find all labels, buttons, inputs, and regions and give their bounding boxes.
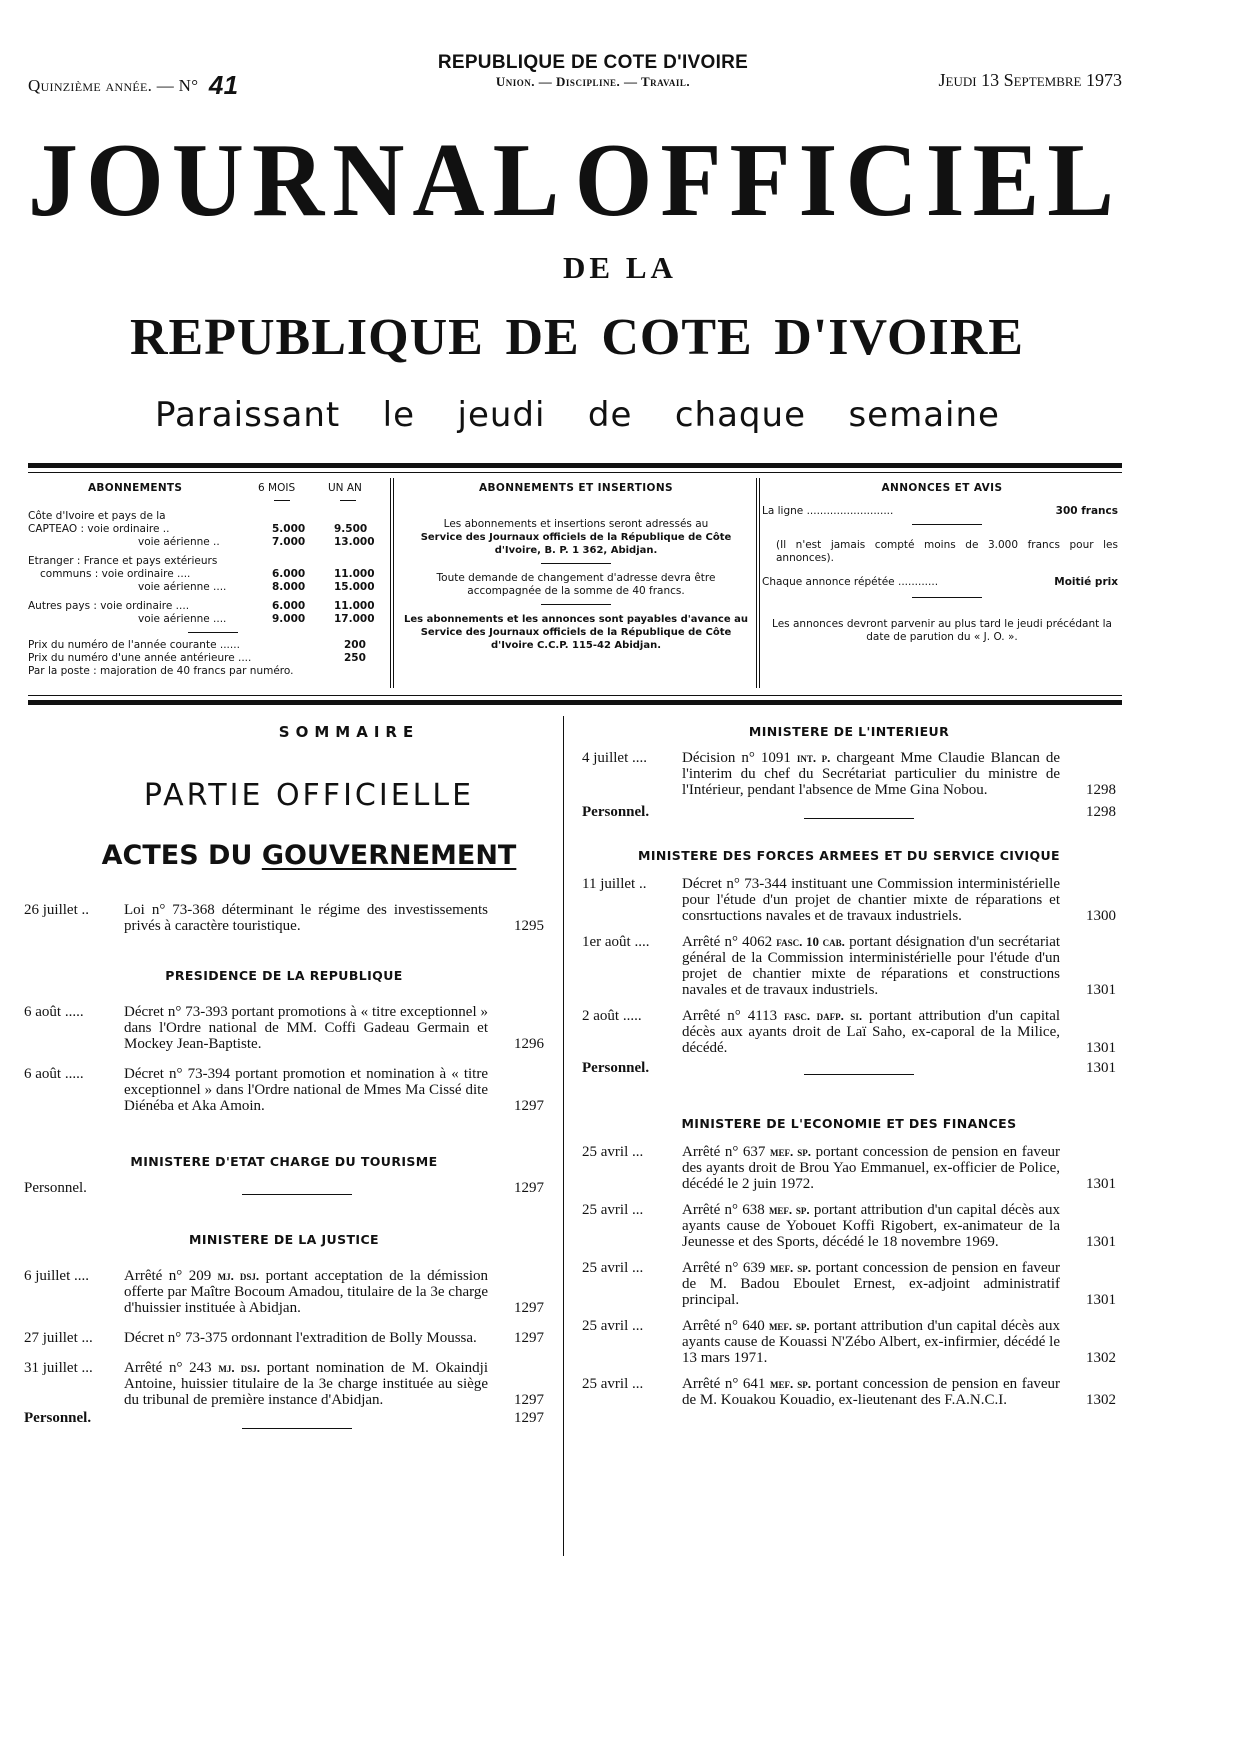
header-strip [28,52,1122,98]
publication-frequency [155,395,1000,435]
personnel-entry: Personnel. 1297 [24,1180,544,1196]
subscription-box [28,478,1122,688]
masthead-country [130,308,1024,367]
abonnements-column [28,478,390,688]
minimum-note: (Il n'est jamais compté moins de 3.000 francs pour les annonces). [776,539,1118,564]
section-heading: MINISTERE DES FORCES ARMEES ET DU SERVICE CIVIQUE [638,848,1060,863]
toc-entry: 25 avril ... Arrêté n° 641 mef. sp. portant concession de pension en faveur de M. Kouakou Kouadio, ex-lieutenant des F.A.N.C.I. 1302 [582,1376,1116,1408]
insertions-title: ABONNEMENTS ET INSERTIONS [479,482,673,494]
masthead-country-word: REPUBLIQUE [130,309,484,366]
section-heading: MINISTERE DE L'ECONOMIE ET DES FINANCES [681,1116,1017,1131]
masthead [28,121,1122,239]
insertions-address-intro: Les abonnements et insertions seront adressés au [443,518,709,530]
personnel-entry: Personnel. 1297 [24,1410,544,1426]
price-row: Prix du numéro de l'année courante ...... 200 [28,639,366,651]
tagline-word: Paraissant [155,395,341,435]
divider [28,472,1122,473]
toc-entry: 6 juillet .... Arrêté n° 209 mj. dsj. portant acceptation de la démission offerte par Maître Bocoum Amadou, titulaire de la 3e charge d'huissier instituée à Abidjan. 1297 [24,1268,544,1316]
repeat-price: Chaque annonce répétée ............ Moitié prix [762,576,1118,588]
line-price: La ligne .......................... 300 francs [762,505,1118,517]
price-row: Par la poste : majoration de 40 francs par numéro. [28,665,294,677]
toc-entry: 6 août ..... Décret n° 73-394 portant promotion et nomination à « titre exceptionnel » dans l'Ordre national de Mmes Ma Cissé dite Diénéba et Aka Amoin. 1297 [24,1066,544,1114]
rate-row: Côte d'Ivoire et pays de la [28,510,166,522]
box-divider [756,478,760,688]
divider [28,695,1122,696]
toc-entry: 31 juillet ... Arrêté n° 243 mj. dsj. portant nomination de M. Okaindji Antoine, huissier titulaire de la 3e charge instituée au siège du tribunal de première instance d'Abidjan. 1297 [24,1360,544,1408]
rate-row: voie aérienne .. 7.000 13.000 [138,536,375,548]
toc-entry: 4 juillet .... Décision n° 1091 int. p. chargeant Mme Claudie Blancan de l'interim du chef du Secrétariat particulier du ministre de l'Intérieur, pendant l'absence de Mme Gina Nobou. 1298 [582,750,1116,798]
issue-number: 41 [208,70,239,100]
rate-row: voie aérienne .... 9.000 17.000 [138,613,375,625]
payment-note: Les abonnements et les annonces sont payables d'avance au Service des Journaux officiels de la République de Côte d'Ivoire C.C.P. 115-42 Abidjan. [403,614,748,651]
section-heading: MINISTERE DE L'INTERIEUR [748,724,950,739]
annonces-title: ANNONCES ET AVIS [881,482,1003,494]
tagline-word: chaque [674,395,806,435]
partie-officielle-heading: PARTIE OFFICIELLE [143,778,475,813]
edition-label: Quinzième année. — N° [28,76,199,95]
personnel-entry: Personnel. 1301 [582,1060,1116,1076]
actes-heading-part: ACTES DU [101,840,253,871]
annonces-column [762,478,1122,688]
divider [28,700,1122,705]
toc-entry: 2 août ..... Arrêté n° 4113 fasc. dafp. si. portant attribution d'un capital décès aux ayants droit de Laï Saho, ex-caporal de la Milice, décédé. 1301 [582,1008,1116,1056]
masthead-country-word: DE [505,309,580,366]
left-column [24,724,544,1426]
tagline-word: le [382,395,416,435]
divider [28,463,1122,468]
column-separator [563,716,564,1556]
rate-row: voie aérienne .... 8.000 15.000 [138,581,375,593]
section-heading: MINISTERE D'ETAT CHARGE DU TOURISME [130,1154,438,1169]
rate-row: CAPTEAO : voie ordinaire .. 5.000 9.500 [28,523,368,535]
right-column [582,724,1116,1408]
sommaire-title: SOMMAIRE [278,723,420,741]
actes-heading-part: GOUVERNEMENT [261,840,517,871]
personnel-entry: Personnel. 1298 [582,804,1116,820]
col-6mois: 6 MOIS [258,482,296,494]
abonnements-title: ABONNEMENTS [88,482,183,494]
masthead-country-word: D'IVOIRE [774,309,1024,366]
country-block [408,52,778,90]
issue-date: Jeudi 13 Septembre 1973 [938,70,1122,90]
masthead-word-officiel: OFFICIEL [574,121,1122,239]
edition-line [28,70,238,101]
toc-entry: 25 avril ... Arrêté n° 637 mef. sp. portant concession de pension en faveur des ayants droit de Brou Yao Emmanuel, ex-officier de Police, décédé le 2 juin 1972. 1301 [582,1144,1116,1192]
toc-entry: 11 juillet .. Décret n° 73-344 instituant une Commission interministérielle pour l'étude d'un projet de chantier mixte de réparations et consrtuctions navales et de travaux industriels. 1300 [582,876,1116,924]
toc-entry: 26 juillet .. Loi n° 73-368 déterminant le régime des investissements privés à caractère touristique. 1295 [24,902,544,934]
rate-row: Etranger : France et pays extérieurs [28,555,218,567]
toc-entry: 25 avril ... Arrêté n° 639 mef. sp. portant concession de pension en faveur de M. Badou Eboulet Ernest, ex-adjoint administratif principal. 1301 [582,1260,1116,1308]
address-change-note: Toute demande de changement d'adresse devra être accompagnée de la somme de 40 francs. [436,572,716,597]
rate-row: communs : voie ordinaire .... 6.000 11.000 [40,568,375,580]
price-row: Prix du numéro d'une année antérieure .... 250 [28,652,366,664]
masthead-de-la: DE LA [563,250,677,285]
tagline-word: semaine [848,395,1000,435]
actes-heading [74,840,544,871]
national-motto: Union. — Discipline. — Travail. [495,74,691,89]
tagline-word: de [587,395,633,435]
masthead-word-journal: JOURNAL [28,121,568,239]
box-divider [390,478,394,688]
deadline-note: Les annonces devront parvenir au plus tard le jeudi précédant la date de parution du « J. O. ». [772,618,1112,643]
tagline-word: jeudi [457,395,546,435]
toc-entry: 1er août .... Arrêté n° 4062 fasc. 10 cab. portant désignation d'un secrétariat général de la Commission interministérielle pour l'étude d'un projet de chantier mixte de réparations et constructions navales et de travaux industriels. 1301 [582,934,1116,998]
toc-entry: 25 avril ... Arrêté n° 638 mef. sp. portant attribution d'un capital décès aux ayants cause de Yobouet Koffi Rigobert, ex-animateur de la Jeunesse et des Sports, décédé le 18 novembre 1969. 1301 [582,1202,1116,1250]
insertions-address: Service des Journaux officiels de la République de Côte d'Ivoire, B. P. 1 362, Abidjan. [420,532,732,556]
masthead-country-word: COTE [601,309,753,366]
col-unan: UN AN [328,482,362,494]
section-heading: PRESIDENCE DE LA REPUBLIQUE [165,968,403,983]
toc-entry: 25 avril ... Arrêté n° 640 mef. sp. portant attribution d'un capital décès aux ayants cause de Kouassi N'Zébo Albert, ex-infirmier, décédé le 13 mars 1971. 1302 [582,1318,1116,1366]
insertions-column [396,478,756,688]
toc-entry: 6 août ..... Décret n° 73-393 portant promotions à « titre exceptionnel » dans l'Ordre national de MM. Coffi Gadeau Germain et Mockey Jean-Baptiste. 1296 [24,1004,544,1052]
toc-entry: 27 juillet ... Décret n° 73-375 ordonnant l'extradition de Bolly Moussa. 1297 [24,1330,544,1346]
country-name: REPUBLIQUE DE COTE D'IVOIRE [437,52,749,73]
section-heading: MINISTERE DE LA JUSTICE [189,1232,379,1247]
rate-row: Autres pays : voie ordinaire .... 6.000 11.000 [28,600,375,612]
